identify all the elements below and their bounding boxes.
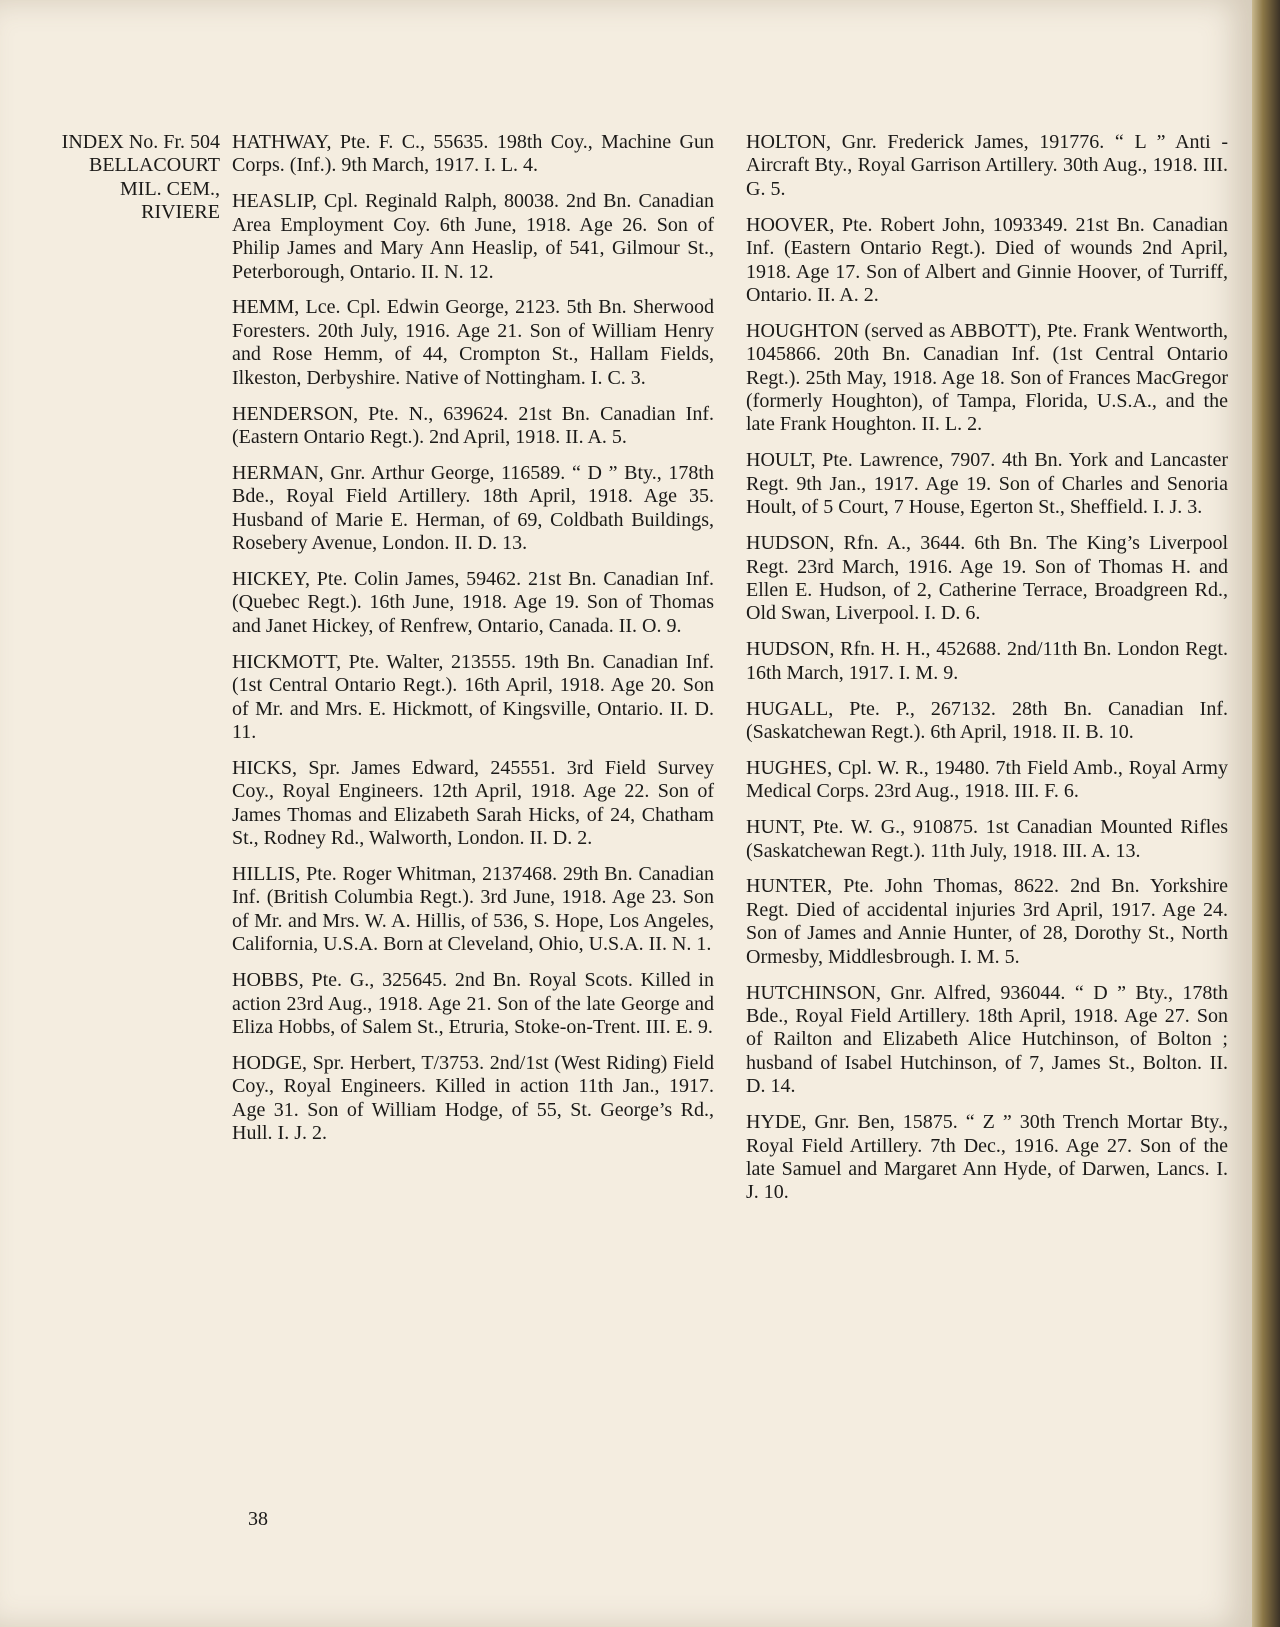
- cemetery-index-heading: [18, 131, 220, 225]
- casualty-entry: HUGHES, Cpl. W. R., 19480. 7th Field Amb., Royal Army Medical Corps. 23rd Aug., 1918. III. F. 6.: [746, 756, 1228, 803]
- casualty-entry: HICKMOTT, Pte. Walter, 213555. 19th Bn. Canadian Inf. (1st Central Ontario Regt.). 16th April, 1918. Age 20. Son of Mr. and Mrs. E. Hickmott, of Kingsville, Ontario. II. D. 11.: [232, 650, 714, 743]
- right-column: [746, 131, 1228, 1217]
- casualty-entry: HUDSON, Rfn. A., 3644. 6th Bn. The King’s Liverpool Regt. 23rd March, 1916. Age 19. Son of Thomas H. and Ellen E. Hudson, of 2, Catherine Terrace, Broadgreen Rd., Old Swan, Liverpool. I. D. 6.: [746, 532, 1228, 625]
- casualty-entry: HILLIS, Pte. Roger Whitman, 2137468. 29th Bn. Canadian Inf. (British Columbia Regt.). 3rd June, 1918. Age 23. Son of Mr. and Mrs. W. A. Hillis, of 536, S. Hope, Los Angeles, California, U.S.A. Born at Cleveland, Ohio, U.S.A. II. N. 1.: [232, 862, 714, 956]
- left-column: [232, 131, 714, 1158]
- casualty-entry: HOOVER, Pte. Robert John, 1093349. 21st Bn. Canadian Inf. (Eastern Ontario Regt.). Died of wounds 2nd April, 1918. Age 17. Son of Albert and Ginnie Hoover, of Turriff, Ontario. II. A. 2.: [746, 213, 1228, 306]
- casualty-entry: HUGALL, Pte. P., 267132. 28th Bn. Canadian Inf. (Saskatchewan Regt.). 6th April, 1918. II. B. 10.: [746, 697, 1228, 743]
- casualty-entry: HYDE, Gnr. Ben, 15875. “ Z ” 30th Trench Mortar Bty., Royal Field Artillery. 7th Dec., 1916. Age 27. Son of the late Samuel and Margaret Ann Hyde, of Darwen, Lancs. I. J. 10.: [746, 1111, 1228, 1204]
- casualty-entry: HOULT, Pte. Lawrence, 7907. 4th Bn. York and Lancaster Regt. 9th Jan., 1917. Age 19. Son of Charles and Senoria Hoult, of 5 Court, 7 House, Egerton St., Sheffield. I. J. 3.: [746, 449, 1228, 519]
- heading-line: BELLACOURT: [88, 154, 220, 177]
- casualty-entry: HUTCHINSON, Gnr. Alfred, 936044. “ D ” Bty., 178th Bde., Royal Field Artillery. 18th April, 1918. Age 27. Son of Railton and Elizabeth Alice Hutchinson, of Bolton ; husband of Isabel Hutchinson, of 7, James St., Bolton. II. D. 14.: [746, 981, 1228, 1098]
- casualty-entry: HEASLIP, Cpl. Reginald Ralph, 80038. 2nd Bn. Canadian Area Employment Coy. 6th June, 1918. Age 26. Son of Philip James and Mary Ann Heaslip, of 541, Gilmour St., Peterborough, Ontario. II. N. 12.: [232, 190, 714, 283]
- casualty-entry: HOBBS, Pte. G., 325645. 2nd Bn. Royal Scots. Killed in action 23rd Aug., 1918. Age 21. Son of the late George and Eliza Hobbs, of Salem St., Etruria, Stoke-on-Trent. III. E. 9.: [232, 969, 714, 1038]
- casualty-entry: HERMAN, Gnr. Arthur George, 116589. “ D ” Bty., 178th Bde., Royal Field Artillery. 18th April, 1918. Age 35. Husband of Marie E. Herman, of 69, Coldbath Buildings, Rosebery Avenue, London. II. D. 13.: [232, 461, 714, 555]
- casualty-entry: HATHWAY, Pte. F. C., 55635. 198th Coy., Machine Gun Corps. (Inf.). 9th March, 1917. I. L. 4.: [232, 131, 714, 177]
- casualty-entry: HODGE, Spr. Herbert, T/3753. 2nd/1st (West Riding) Field Coy., Royal Engineers. Killed in action 11th Jan., 1917. Age 31. Son of William Hodge, of 55, St. George’s Rd., Hull. I. J. 2.: [232, 1051, 714, 1145]
- heading-line: RIVIERE: [141, 201, 220, 224]
- casualty-entry: HICKEY, Pte. Colin James, 59462. 21st Bn. Canadian Inf. (Quebec Regt.). 16th June, 1918. Age 19. Son of Thomas and Janet Hickey, of Renfrew, Ontario, Canada. II. O. 9.: [232, 568, 714, 637]
- book-page-edge: [1252, 0, 1280, 1627]
- casualty-entry: HOLTON, Gnr. Frederick James, 191776. “ L ” Anti - Aircraft Bty., Royal Garrison Artillery. 30th Aug., 1918. III. G. 5.: [746, 131, 1228, 200]
- casualty-entry: HOUGHTON (served as ABBOTT), Pte. Frank Wentworth, 1045866. 20th Bn. Canadian Inf. (1st Central Ontario Regt.). 25th May, 1918. Age 18. Son of Frances MacGregor (formerly Houghton), of Tampa, Florida, U.S.A., and the late Frank Houghton. II. L. 2.: [746, 319, 1228, 436]
- heading-line: INDEX No. Fr. 504: [61, 131, 220, 153]
- casualty-entry: HUDSON, Rfn. H. H., 452688. 2nd/11th Bn. London Regt. 16th March, 1917. I. M. 9.: [746, 638, 1228, 684]
- casualty-entry: HUNTER, Pte. John Thomas, 8622. 2nd Bn. Yorkshire Regt. Died of accidental injuries 3rd April, 1917. Age 24. Son of James and Annie Hunter, of 28, Dorothy St., North Ormesby, Middlesbrough. I. M. 5.: [746, 875, 1228, 968]
- casualty-entry: HENDERSON, Pte. N., 639624. 21st Bn. Canadian Inf. (Eastern Ontario Regt.). 2nd April, 1918. II. A. 5.: [232, 402, 714, 448]
- casualty-entry: HICKS, Spr. James Edward, 245551. 3rd Field Survey Coy., Royal Engineers. 12th April, 1918. Age 22. Son of James Thomas and Elizabeth Sarah Hicks, of 24, Chatham St., Rodney Rd., Walworth, London. II. D. 2.: [232, 756, 714, 850]
- casualty-entry: HUNT, Pte. W. G., 910875. 1st Canadian Mounted Rifles (Saskatchewan Regt.). 11th July, 1918. III. A. 13.: [746, 816, 1228, 862]
- heading-line: MIL. CEM.,: [120, 177, 220, 200]
- casualty-entry: HEMM, Lce. Cpl. Edwin George, 2123. 5th Bn. Sherwood Foresters. 20th July, 1916. Age 21. Son of William Henry and Rose Hemm, of 44, Crompton St., Hallam Fields, Ilkeston, Derbyshire. Native of Nottingham. I. C. 3.: [232, 296, 714, 389]
- page-number: 38: [248, 1508, 268, 1530]
